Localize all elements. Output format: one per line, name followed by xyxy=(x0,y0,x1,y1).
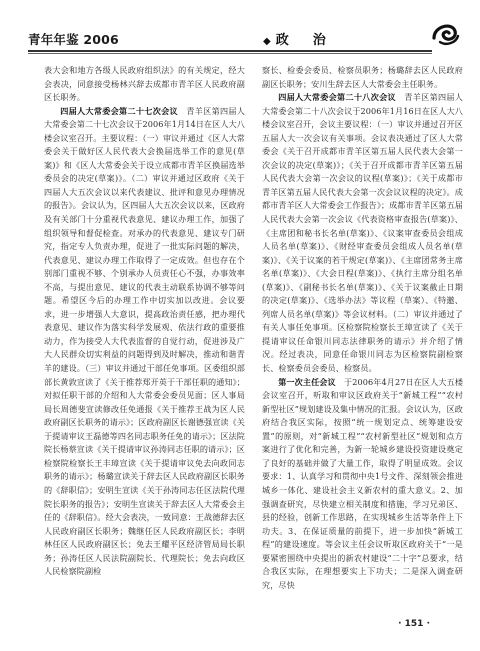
section-char-1: 政 xyxy=(275,33,289,48)
swirl-logo-icon xyxy=(430,18,460,48)
section-paragraph xyxy=(262,91,463,375)
section-char-2: 治 xyxy=(312,33,326,48)
page-number: · 151 · xyxy=(398,619,430,629)
paragraph: 察长、检委会委员、检察员职务；杨璐辞去区人民政府副区长职务；安川生辞去区人大常委会主任职务。 xyxy=(262,65,463,89)
right-column xyxy=(262,64,463,592)
page-header xyxy=(28,28,462,50)
left-column xyxy=(44,64,245,579)
paragraph: 表大会和地方各级人民政府组织法》的有关规定，经大会表决，同意接受杨林兴辞去成都市青羊区人民政府副区长职务。 xyxy=(44,65,245,103)
diamond-icon: ◆ xyxy=(263,36,271,47)
section-paragraph xyxy=(44,105,245,579)
section-paragraph xyxy=(262,376,463,593)
section-title xyxy=(258,29,326,48)
header-rule xyxy=(28,50,432,52)
section-text: 于2006年4月27日在区人大五楼会议室召开，听取和审议区政府关于“新城工程”“农村新型社区”规划建设及集中情况的汇报。会议认为，区政府结合我区实际，按照“统一规划定点、统筹建设安置”的原则，对“新城工程”“农村新型社区”规划和点方案进行了优化和完善，为新一轮城乡建设投资建设奠定了良好的基础并做了大量工作，取得了明显成效。会议要求：1、认真学习和贯彻中央1号文件、深刻领会推进城乡一体化、建设社会主义新农村的重大意义。2、加强调查研究，尽快建立相关制度和措施，学习兄弟区、县的经验，创新工作思路，在实现城乡生活等条件上下功夫。3、在保证质量的前提下，进一步加快“新城工程”的建设速度。等会议主任会议听取区政府关于“一是要紧密围绕中央提出的新农村建设“二十字”总要求，结合我区实际，在理想要实上下功夫；二是深入调查研究，尽快 xyxy=(262,376,464,590)
section-heading: 四届人大常委会第二十七次会议 xyxy=(60,105,178,116)
section-heading: 四届人大常委会第二十八次会议 xyxy=(278,92,396,103)
section-text: 青羊区第四届人大常委会第二十七次会议于2006年1月14日在区人大八楼会议室召开。主要议程：（一）审议并通过《区人大常委会关于做好区人民代表大会换届选举工作的意见(草案)》和《区人大常委会关于设立成都市青羊区换届选举委员会的决定(草案)》。（二）审议并通过区政府《关于四届人大五次会议以来代表建议、批评和意见办理情况的报告》。会议认为，区四届人大五次会议以来，区政府及有关部门十分重视代表意见、建议办理工作，加强了组织领导和督促检查。对承办的代表意见、建议专门研究，指定专人负责办理，促进了一批实际问题的解决，代表意见、建议办理工作取得了一定成效。但也存在个别部门重视不够、个别承办人员责任心不强，办事效率不高，与提出意见、建议的代表主动联系协调不够等问题。希望区今后的办理工作中切实加以改进。会议要求，进一步增强人大意识，提高政治责任感，把办理代表意见、建议作为落实科学发展观、依法行政的重要推动力，作为接受人大代表监督的自觉行动，促进涉及广大人民群众切实利益的问题得到及时解决，推动和谐青羊的建设。（三）审议并通过干部任免事项。区委组织部部长黄敦宣读了《关于推荐郑开英于干部任职的通知》；对拟任职干部的介绍和人大常委会委员见面；区人事局局长周德斐宣读修改任免通报《关于推荐王战为区人民政府副区长职务的请示》；区政府副区长谢德强宣读《关于提请审议王磊德等四名同志职务任免的请示》；区法院院长杨蔡宣读《关于提请审议孙涛同志任职的请示》；区检察院检察长王丰璋宣读《关于提请审议免去向政同志职务的请示》；杨璐宣读关于辞去区人民政府副区长职务的《辞职信》；安明生宣读《关于孙涛同志任区法院代理院长职务的报告》；安明生宣读关于辞去区人大常委会主任的《辞职信》。经大会表决，一致同意：王战德辞去区人民政府副区长职务；魏继任区人民政府副区长；李明林任区人民政府副区长；免去王耀平区经济管局局长职务；孙涛任区人民法院副院长、代理院长；免去向政区人民检察院副检 xyxy=(44,105,245,577)
section-heading: 第一次主任会议 xyxy=(278,376,336,387)
header-rule-thin xyxy=(28,53,432,54)
book-title: 青年年鉴 2006 xyxy=(28,32,119,47)
section-text: 青羊区第四届人大常委会第二十八次会议于2006年1月16日在区人大八楼会议室召开，会议主要议程：（一）审议并通过召开区五届人大一次会议有关事项。会议表决通过了区人大常委会《关于召开成都市青羊区第五届人民代表大会第一次会议的决定(草案)》；《关于召开成都市青羊区第五届人民代表大会第一次会议的议程(草案)》；《关于成都市青羊区第五届人民代表大会第一次会议议程的决定》。成都市青羊区人大常委会工作报告》；成都市青羊区第五届人民代表大会第一次会议《代表资格审查报告(草案)》、《主席团和秘书长名单(草案)》、《议案审查委员会组成人员名单(草案)》、《财经审查委员会组成人员名单(草案)》、《关于议案的若干规定(草案)》、《主席团常务主席名单(草案)》、《大会日程(草案)》、《执行主席分组名单(草案)》、《副秘书长名单(草案)》、《关于议案截止日期的决定(草案)》、《选举办法》等议程（草案）、《特邀、列席人员名单(草案)》等会议材料。（二）审议并通过了有关人事任免事项。区检察院检察长王璋宣读了《关于提请审议任命银川同志法律职务的请示》并介绍了情况。经过表决，同意任命银川同志为区检察院副检察长、检察委员会委员、检察员。 xyxy=(262,92,463,374)
